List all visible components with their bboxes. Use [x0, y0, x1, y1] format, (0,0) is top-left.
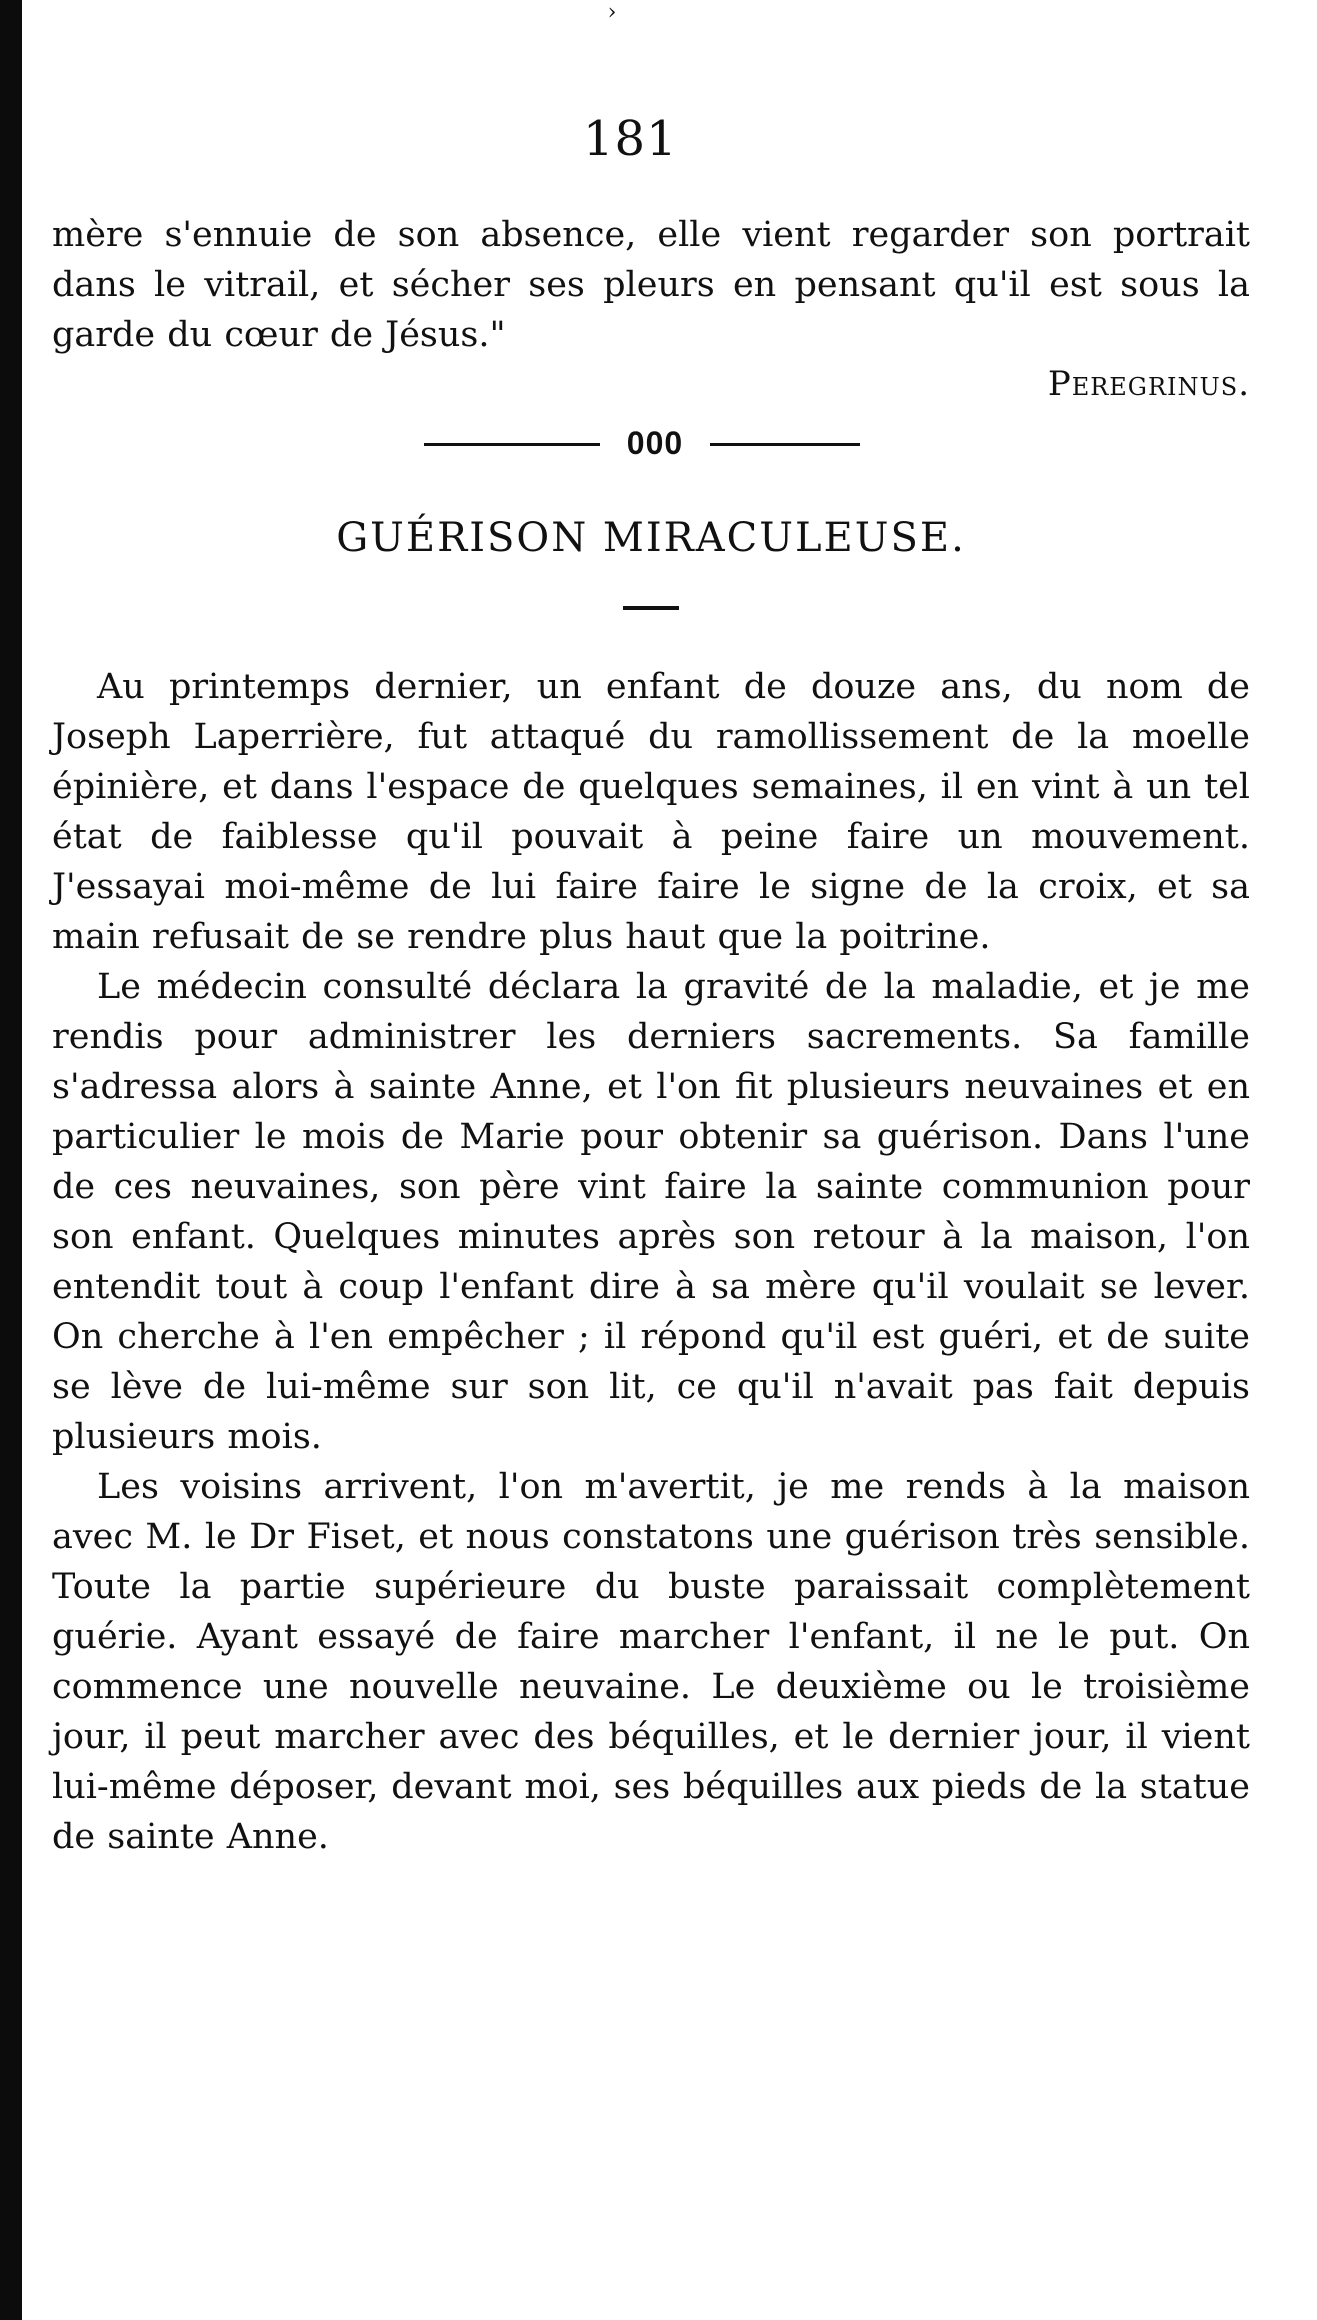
continuation-paragraph: mère s'ennuie de son absence, elle vient regarder son portrait dans le vitrail, et sécher ses pleurs en pensant qu'il est sous la garde du cœur de Jésus." [52, 215, 1250, 355]
article-title: GUÉRISON MIRACULEUSE. [336, 515, 966, 561]
separator-ornament: 000 [626, 425, 684, 461]
title-rule [623, 606, 679, 610]
article-paragraph-1: Au printemps dernier, un enfant de douze ans, du nom de Joseph Laperrière, fut attaqué du ramollissement de la moelle épinière, et dans l'espace de quelques semaines, il en vint à un tel état de faiblesse qu'il pouvait à peine faire un mouvement. J'essayai moi-même de lui faire faire le signe de la croix, et sa main refusait de se rendre plus haut que la poitrine. [52, 667, 1250, 957]
section-separator [52, 412, 1250, 476]
author-signature: Peregrinus. [1047, 364, 1250, 404]
binding-shadow [0, 0, 22, 2320]
article-paragraph-3: Les voisins arrivent, l'on m'avertit, je me rends à la maison avec M. le Dr Fiset, et nous constatons une guérison très sensible. Toute la partie supérieure du buste paraissait complètement guérie. Ayant essayé de faire marcher l'enfant, il ne le put. On commence une nouvelle neuvaine. Le deuxième ou le troisième jour, il peut marcher avec des béquilles, et le dernier jour, il vient lui-même déposer, devant moi, ses béquilles aux pieds de la statue de sainte Anne. [52, 1467, 1250, 1857]
separator-rule-left [424, 443, 600, 446]
page-number: 181 [583, 111, 678, 167]
print-mark: › [607, 0, 617, 25]
separator-rule-right [710, 443, 860, 446]
article-paragraph-2: Le médecin consulté déclara la gravité de la maladie, et je me rendis pour administrer les derniers sacrements. Sa famille s'adressa alors à sainte Anne, et l'on fit plusieurs neuvaines et en particulier le mois de Marie pour obtenir sa guérison. Dans l'une de ces neuvaines, son père vint faire la sainte communion pour son enfant. Quelques minutes après son retour à la maison, l'on entendit tout à coup l'enfant dire à sa mère qu'il voulait se lever. On cherche à l'en empêcher ; il répond qu'il est guéri, et de suite se lève de lui-même sur son lit, ce qu'il n'avait pas fait depuis plusieurs mois. [52, 967, 1250, 1457]
page-content [52, 210, 1250, 1862]
